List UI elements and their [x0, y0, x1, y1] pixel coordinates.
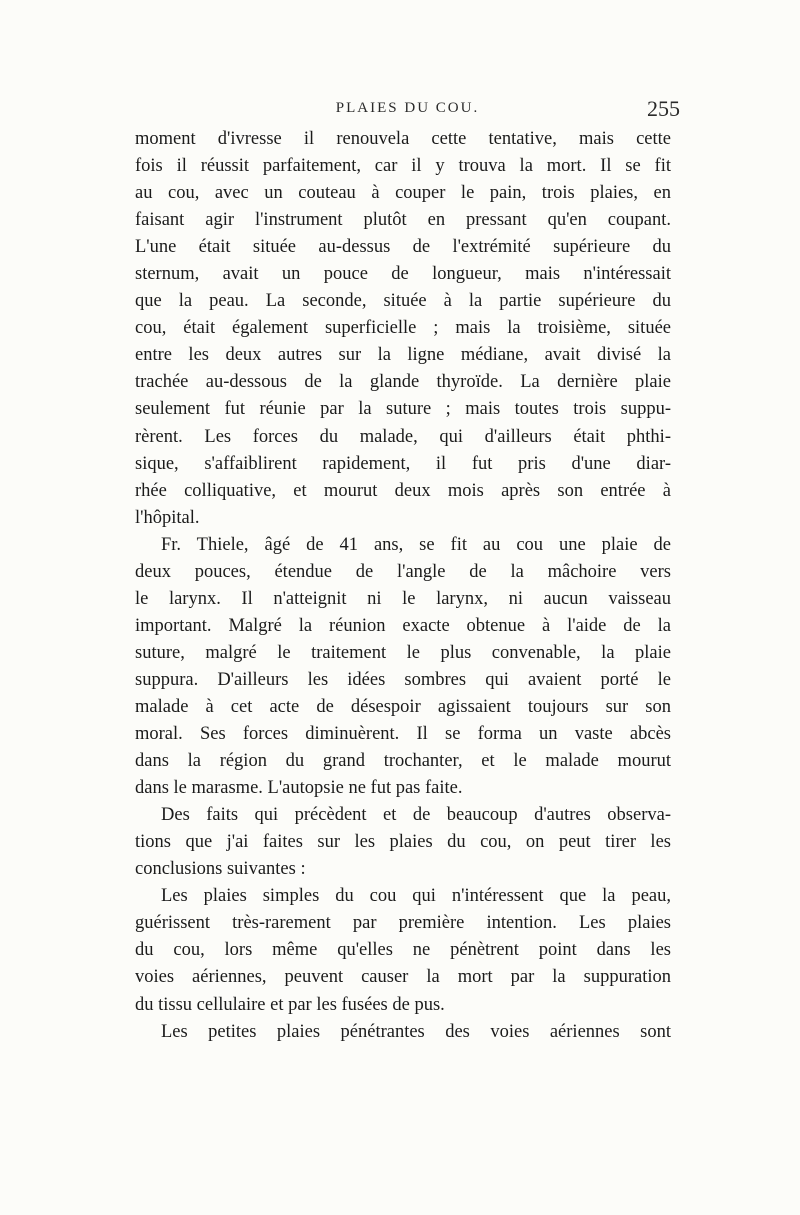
- paragraph: [135, 883, 671, 1018]
- text-line: tions que j'ai faites sur les plaies du cou, on peut tirer les: [135, 832, 671, 853]
- text-line: du tissu cellulaire et par les fusées de pus.: [135, 994, 445, 1015]
- text-line: suture, malgré le traitement le plus convenable, la plaie: [135, 642, 671, 663]
- text-line: dans la région du grand trochanter, et le malade mourut: [135, 751, 671, 772]
- paragraph: [135, 126, 671, 532]
- paragraph: [135, 802, 671, 883]
- text-line: au cou, avec un couteau à couper le pain, trois plaies, en: [135, 183, 671, 204]
- text-line: conclusions suivantes :: [135, 859, 306, 880]
- page-number: 255: [647, 96, 680, 121]
- text-line: Les petites plaies pénétrantes des voies aériennes sont: [161, 1021, 671, 1042]
- running-head: [135, 96, 680, 124]
- text-line: du cou, lors même qu'elles ne pénètrent point dans les: [135, 940, 671, 961]
- text-line: dans le marasme. L'autopsie ne fut pas faite.: [135, 778, 463, 799]
- text-line: sique, s'affaiblirent rapidement, il fut pris d'une diar-: [135, 453, 671, 474]
- text-line: moment d'ivresse il renouvela cette tentative, mais cette: [135, 129, 671, 149]
- text-line: fois il réussit parfaitement, car il y trouva la mort. Il se fit: [135, 156, 671, 177]
- text-line: l'hôpital.: [135, 507, 200, 528]
- text-line: voies aériennes, peuvent causer la mort par la suppuration: [135, 967, 671, 988]
- body-text: [135, 126, 671, 1046]
- text-line: cou, était également superficielle ; mais la troisième, située: [135, 318, 671, 339]
- text-line: trachée au-dessous de la glande thyroïde. La dernière plaie: [135, 372, 671, 393]
- text-line: que la peau. La seconde, située à la partie supérieure du: [135, 291, 671, 312]
- text-line: entre les deux autres sur la ligne médiane, avait divisé la: [135, 345, 671, 366]
- text-line: seulement fut réunie par la suture ; mais toutes trois suppu-: [135, 399, 671, 420]
- text-line: sternum, avait un pouce de longueur, mais n'intéressait: [135, 264, 671, 285]
- text-line: rèrent. Les forces du malade, qui d'ailleurs était phthi-: [135, 426, 671, 447]
- text-line: deux pouces, étendue de l'angle de la mâchoire vers: [135, 561, 671, 582]
- text-line: Des faits qui précèdent et de beaucoup d'autres observa-: [161, 805, 671, 826]
- text-line: faisant agir l'instrument plutôt en pressant qu'en coupant.: [135, 210, 671, 231]
- text-line: Les plaies simples du cou qui n'intéressent que la peau,: [161, 886, 671, 907]
- text-line: moral. Ses forces diminuèrent. Il se forma un vaste abcès: [135, 724, 671, 745]
- text-line: important. Malgré la réunion exacte obtenue à l'aide de la: [135, 615, 671, 636]
- text-line: suppura. D'ailleurs les idées sombres qui avaient porté le: [135, 669, 671, 690]
- text-line: Fr. Thiele, âgé de 41 ans, se fit au cou une plaie de: [161, 534, 671, 555]
- text-line: le larynx. Il n'atteignit ni le larynx, ni aucun vaisseau: [135, 588, 671, 609]
- running-title: PLAIES DU COU.: [335, 100, 480, 116]
- text-line: L'une était située au-dessus de l'extrémité supérieure du: [135, 237, 671, 258]
- text-line: malade à cet acte de désespoir agissaient toujours sur son: [135, 696, 671, 717]
- text-line: guérissent très-rarement par première intention. Les plaies: [135, 913, 671, 934]
- paragraph: [135, 1019, 671, 1046]
- text-line: rhée colliquative, et mourut deux mois après son entrée à: [135, 480, 671, 501]
- paragraph: [135, 532, 671, 802]
